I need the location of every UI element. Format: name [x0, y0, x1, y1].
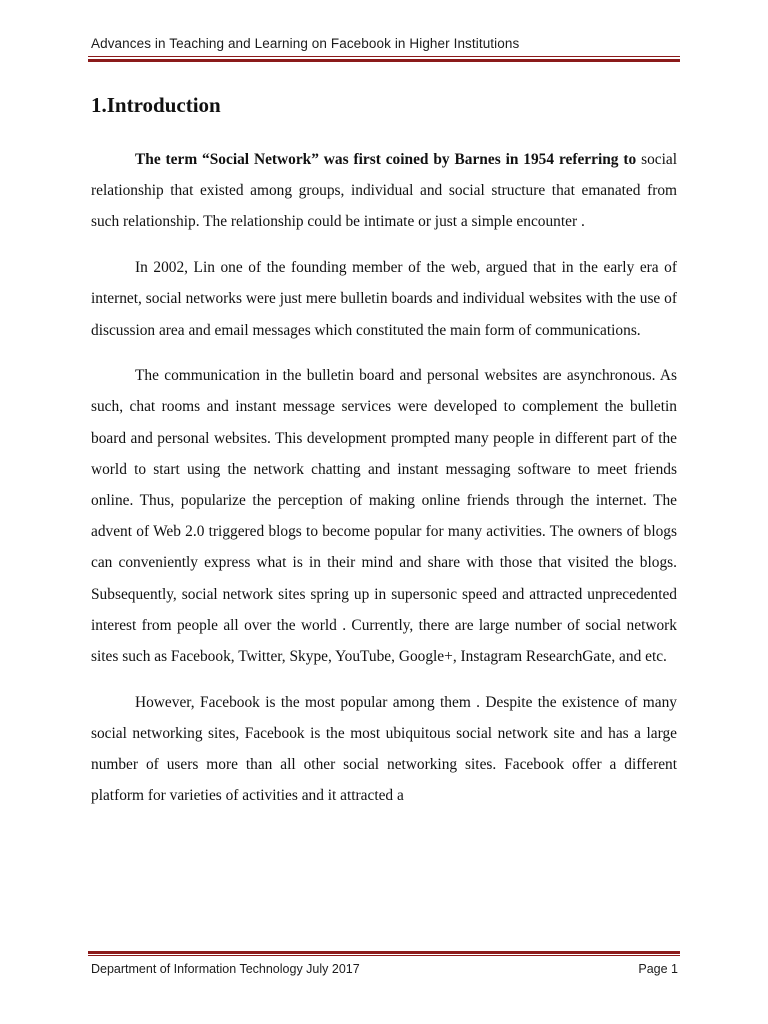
- paragraph-4: However, Facebook is the most popular among them . Despite the existence of many social networking sites, Facebook is the most ubiquitous social network site and has a large number of users more than all other social networking sites. Facebook offer a different platform for varieties of activities and it attracted a: [91, 693, 677, 805]
- footer-rule-thick: [88, 951, 680, 954]
- paragraph-1-lead: The term “Social Network” was first coined by Barnes in 1954 referring to: [135, 151, 637, 168]
- section-heading: 1.Introduction: [91, 93, 221, 117]
- paragraph-1-rest: social relationship that existed among groups, individual and social structure that emanated from such relationship. The relationship could be intimate or just a simple encounter .: [91, 151, 678, 231]
- header-rule-thick: [88, 59, 680, 62]
- footer-department: Department of Information Technology July 2017: [91, 962, 360, 976]
- running-header-title: Advances in Teaching and Learning on Facebook in Higher Institutions: [91, 36, 520, 51]
- paragraph-2: In 2002, Lin one of the founding member of the web, argued that in the early era of internet, social networks were just mere bulletin boards and individual websites with the use of discussion area and email messages which constituted the main form of communications.: [91, 259, 677, 339]
- header-rule-thin: [88, 56, 680, 57]
- paragraph-1: [91, 144, 677, 238]
- paragraph-3: The communication in the bulletin board and personal websites are asynchronous. As such, chat rooms and instant message services were developed to complement the bulletin board and personal websites. This development prompted many people in different part of the world to start using the network chatting and instant messaging software to meet friends online. Thus, popularize the perception of making online friends through the internet. The advent of Web 2.0 triggered blogs to become popular for many activities. The owners of blogs can conveniently express what is in their mind and share with those that visited the blogs. Subsequently, social network sites spring up in supersonic speed and attracted unprecedented interest from people all over the world . Currently, there are large number of social network sites such as Facebook, Twitter, Skype, YouTube, Google+, Instagram ResearchGate, and etc.: [91, 367, 677, 666]
- footer-page-number: Page 1: [638, 962, 678, 976]
- footer-rule-thin: [88, 955, 680, 956]
- body-text: [91, 144, 677, 826]
